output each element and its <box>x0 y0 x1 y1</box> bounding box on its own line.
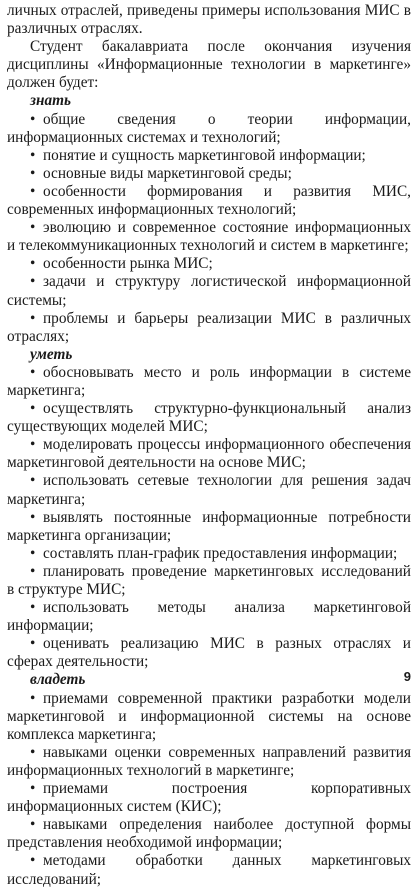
list-item-text: моделировать процессы информационного обеспечения маркетинговой деятельности на основе МИС; <box>7 436 411 472</box>
list-item <box>7 364 411 400</box>
bullet-icon: • <box>30 182 36 200</box>
list-item-text: выявлять постоянные информационные потребности маркетинга организации; <box>7 508 411 544</box>
list-item <box>7 183 411 219</box>
list-item <box>7 165 411 183</box>
list-item <box>7 545 411 563</box>
bullet-icon: • <box>30 146 36 164</box>
list-item <box>7 219 411 255</box>
list-item-text: понятие и сущность маркетинговой информации; <box>43 146 366 164</box>
list-item-text: обосновывать место и роль информации в системе маркетинга; <box>7 363 411 399</box>
bullet-icon: • <box>30 852 36 870</box>
list-item <box>7 780 411 816</box>
list-item-text: особенности формирования и развития МИС, современных информационных технологий; <box>7 182 411 219</box>
list-item-text: оценивать реализацию МИС в разных отраслях и сферах деятельности; <box>7 635 411 671</box>
list-item <box>7 111 411 147</box>
bullet-icon: • <box>30 599 36 617</box>
list-item-text: использовать методы анализа маркетинговой информации; <box>7 599 411 635</box>
bullet-icon: • <box>30 472 36 490</box>
list-item <box>7 852 411 888</box>
page-number: 9 <box>403 669 411 684</box>
list-item <box>7 635 411 671</box>
bullet-icon: • <box>30 273 36 291</box>
bullet-icon: • <box>30 780 36 798</box>
list-item <box>7 563 411 599</box>
list-item-text: особенности рынка МИС; <box>43 255 213 273</box>
section-know <box>7 92 411 345</box>
bullet-list <box>7 690 411 889</box>
bullet-list <box>7 364 411 672</box>
lead-paragraph: Студент бакалавриата после окончания изучения дисциплины «Информационные технологии в маркетинге» должен будет: <box>7 38 411 92</box>
list-item-text: планировать проведение маркетинговых исследований в структуре МИС; <box>7 562 411 598</box>
bullet-icon: • <box>30 436 36 454</box>
bullet-icon: • <box>30 110 36 128</box>
list-item-text: приемами построения корпоративных информационных систем (КИС); <box>7 780 411 816</box>
section-heading: владеть <box>30 671 86 689</box>
section-heading: знать <box>30 92 71 110</box>
bullet-icon: • <box>30 743 36 761</box>
list-item <box>7 436 411 472</box>
bullet-icon: • <box>30 363 36 381</box>
list-item-text: проблемы и барьеры реализации МИС в различных отраслях; <box>7 309 411 345</box>
bullet-icon: • <box>30 544 36 562</box>
bullet-icon: • <box>30 562 36 580</box>
section-can <box>7 346 411 672</box>
list-item <box>7 816 411 852</box>
list-item <box>7 255 411 273</box>
list-item <box>7 690 411 744</box>
list-item <box>7 147 411 165</box>
list-item-text: осуществлять структурно-функциональный анализ существующих моделей МИС; <box>7 400 411 436</box>
bullet-icon: • <box>30 635 36 653</box>
list-item <box>7 310 411 346</box>
bullet-icon: • <box>30 689 36 707</box>
bullet-icon: • <box>30 816 36 834</box>
list-item-text: навыками определения наиболее доступной формы представления необходимой информации; <box>7 816 411 852</box>
list-item-text: приемами современной практики разработки модели маркетинговой и информационной системы на основе комплекса маркетинга; <box>7 689 411 743</box>
bullet-icon: • <box>30 164 36 182</box>
section-heading: уметь <box>30 345 73 363</box>
list-item-text: составлять план-график предоставления информации; <box>43 544 398 562</box>
list-item-text: эволюцию и современное состояние информационных и телекоммуникационных технологий и систем в маркетинге; <box>7 219 411 255</box>
bullet-icon: • <box>30 400 36 418</box>
bullet-icon: • <box>30 219 36 237</box>
list-item <box>7 744 411 780</box>
list-item <box>7 273 411 309</box>
list-item-text: использовать сетевые технологии для решения задач маркетинга; <box>7 472 411 508</box>
list-item-text: навыками оценки современных направлений развития информационных технологий в маркетинге; <box>7 743 411 779</box>
document-page <box>7 2 411 889</box>
section-master <box>7 671 411 888</box>
list-item-text: основные виды маркетинговой среды; <box>43 164 292 182</box>
bullet-icon: • <box>30 508 36 526</box>
list-item-text: методами обработки данных маркетинговых исследований; <box>7 852 411 888</box>
list-item <box>7 509 411 545</box>
bullet-icon: • <box>30 255 36 273</box>
continued-paragraph: личных отраслей, приведены примеры использования МИС в различных отраслях. <box>7 2 411 38</box>
list-item <box>7 400 411 436</box>
bullet-list <box>7 111 411 346</box>
list-item <box>7 599 411 635</box>
list-item-text: общие сведения о теории информации, информационных системах и технологий; <box>7 110 411 146</box>
list-item-text: задачи и структуру логистической информационной системы; <box>7 273 411 309</box>
list-item <box>7 472 411 508</box>
bullet-icon: • <box>30 309 36 327</box>
